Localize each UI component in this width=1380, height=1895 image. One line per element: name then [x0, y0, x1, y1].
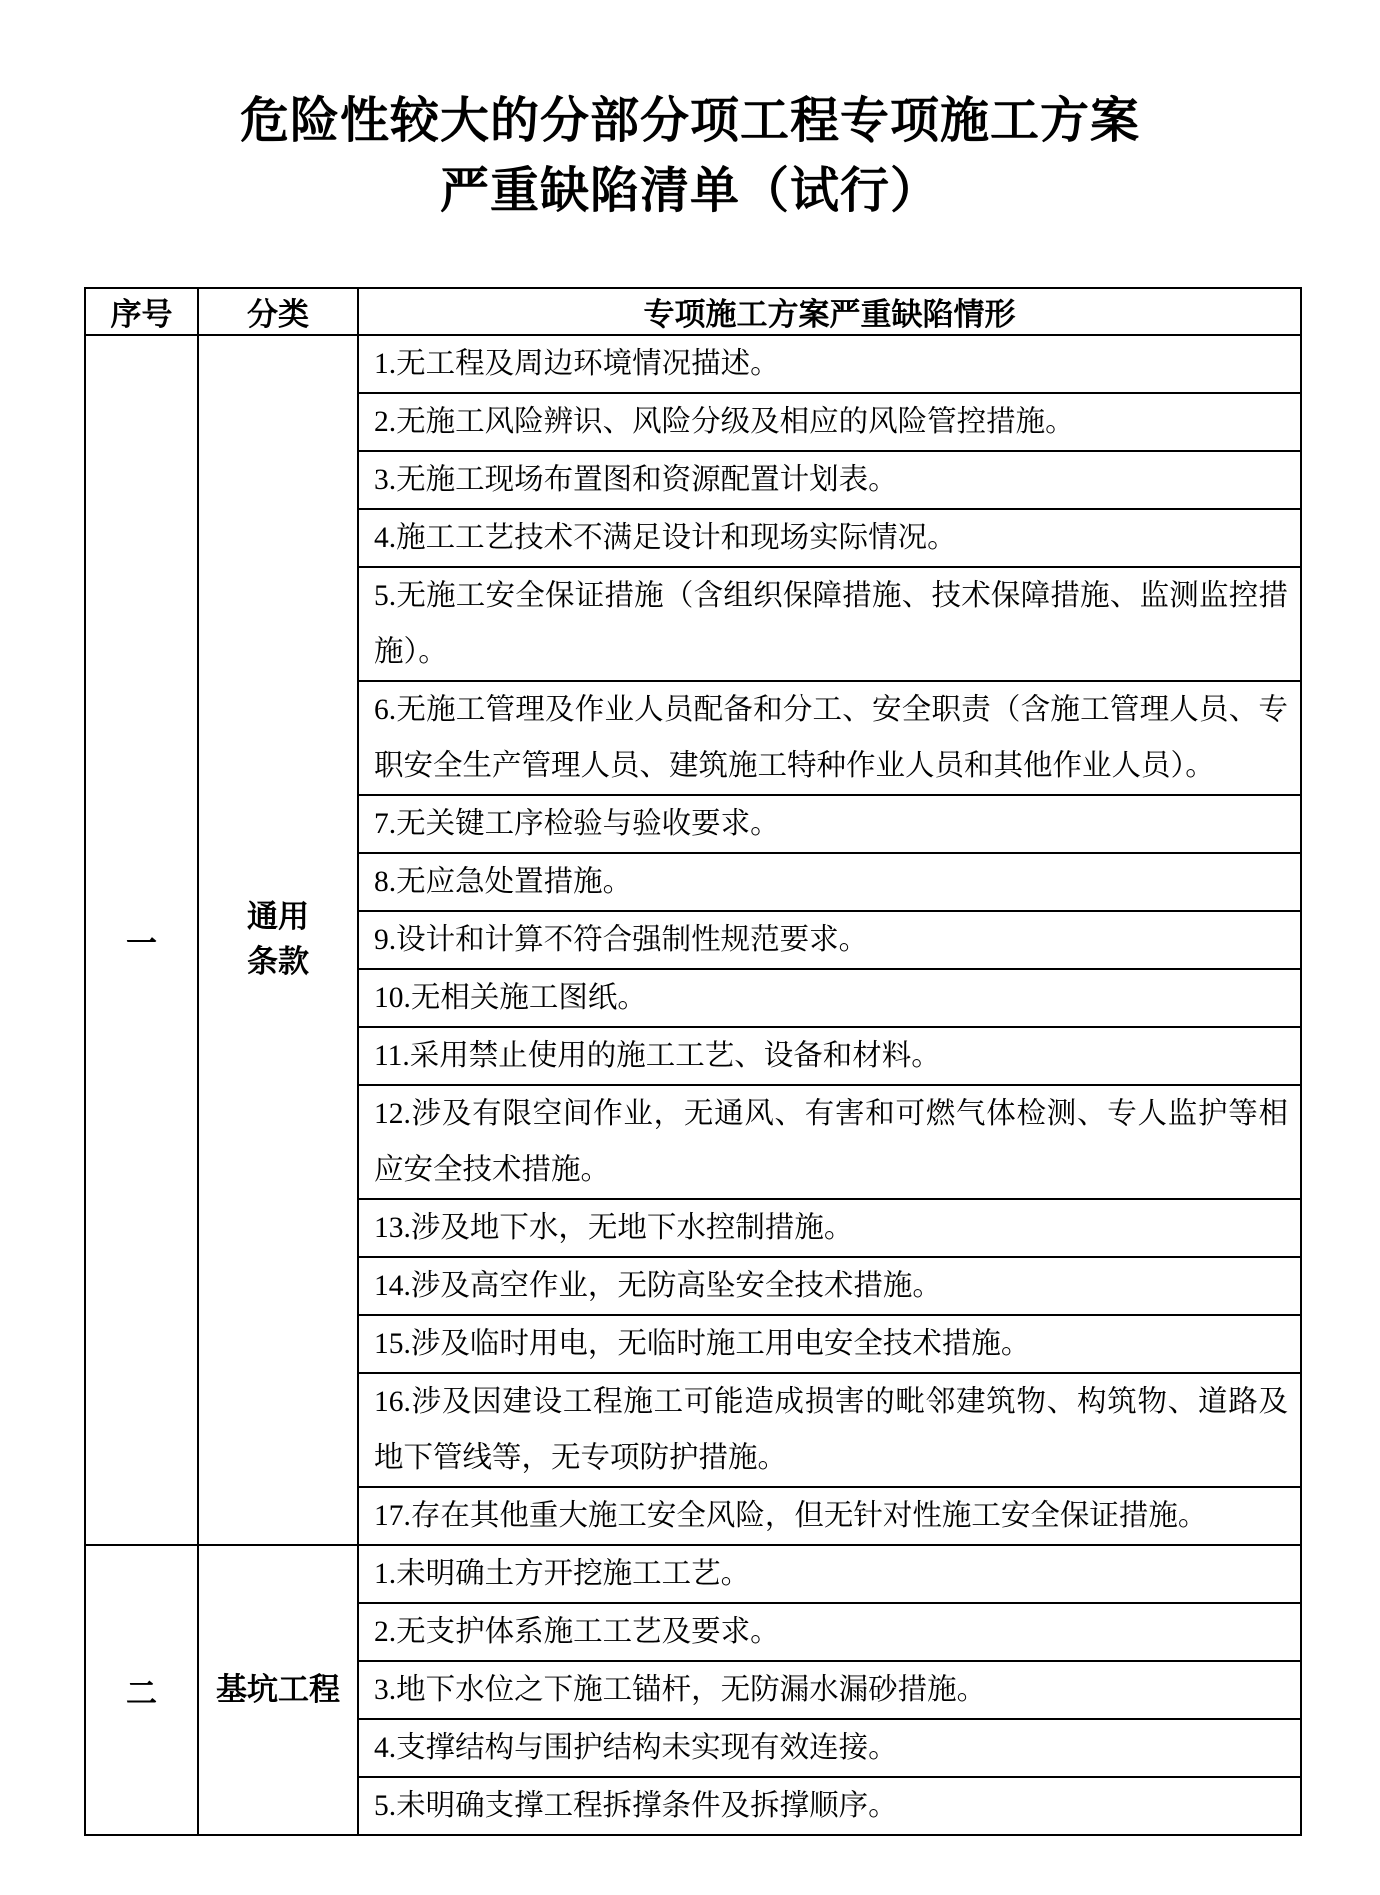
defect-item: 17.存在其他重大施工安全风险，但无针对性施工安全保证措施。 [358, 1487, 1301, 1545]
defect-item: 15.涉及临时用电，无临时施工用电安全技术措施。 [358, 1315, 1301, 1373]
category-line: 基坑工程 [216, 1671, 340, 1707]
defect-item: 11.采用禁止使用的施工工艺、设备和材料。 [358, 1027, 1301, 1085]
defect-item: 2.无支护体系施工工艺及要求。 [358, 1603, 1301, 1661]
defect-item: 5.无施工安全保证措施（含组织保障措施、技术保障措施、监测监控措施）。 [358, 567, 1301, 681]
defect-item: 1.未明确土方开挖施工工艺。 [358, 1545, 1301, 1603]
table-row [85, 1545, 1301, 1603]
table-header-row [85, 288, 1301, 335]
defect-item: 5.未明确支撑工程拆撑条件及拆撑顺序。 [358, 1777, 1301, 1835]
header-defect-situation: 专项施工方案严重缺陷情形 [358, 288, 1301, 335]
section-2-category [198, 1545, 358, 1835]
defect-item: 12.涉及有限空间作业，无通风、有害和可燃气体检测、专人监护等相应安全技术措施。 [358, 1085, 1301, 1199]
defect-item: 2.无施工风险辨识、风险分级及相应的风险管控措施。 [358, 393, 1301, 451]
title-line-1: 危险性较大的分部分项工程专项施工方案 [239, 93, 1140, 148]
header-serial-number: 序号 [85, 288, 198, 335]
defect-item: 14.涉及高空作业，无防高坠安全技术措施。 [358, 1257, 1301, 1315]
header-category: 分类 [198, 288, 358, 335]
defect-item: 10.无相关施工图纸。 [358, 969, 1301, 1027]
document-title [0, 0, 1380, 225]
defect-list-table [84, 287, 1302, 1836]
defect-item: 7.无关键工序检验与验收要求。 [358, 795, 1301, 853]
category-line: 条款 [247, 944, 309, 980]
defect-item: 4.支撑结构与围护结构未实现有效连接。 [358, 1719, 1301, 1777]
table-row [85, 335, 1301, 393]
defect-item: 3.无施工现场布置图和资源配置计划表。 [358, 451, 1301, 509]
title-line-2: 严重缺陷清单（试行） [439, 162, 940, 218]
defect-item: 4.施工工艺技术不满足设计和现场实际情况。 [358, 509, 1301, 567]
defect-item: 6.无施工管理及作业人员配备和分工、安全职责（含施工管理人员、专职安全生产管理人员、建筑施工特种作业人员和其他作业人员）。 [358, 681, 1301, 795]
defect-item: 1.无工程及周边环境情况描述。 [358, 335, 1301, 393]
section-1-category [198, 335, 358, 1545]
defect-item: 16.涉及因建设工程施工可能造成损害的毗邻建筑物、构筑物、道路及地下管线等，无专项防护措施。 [358, 1373, 1301, 1487]
defect-item: 8.无应急处置措施。 [358, 853, 1301, 911]
section-1-index: 一 [85, 335, 198, 1545]
category-line: 通用 [247, 899, 309, 935]
defect-item: 9.设计和计算不符合强制性规范要求。 [358, 911, 1301, 969]
defect-item: 3.地下水位之下施工锚杆，无防漏水漏砂措施。 [358, 1661, 1301, 1719]
section-2-index: 二 [85, 1545, 198, 1835]
defect-item: 13.涉及地下水，无地下水控制措施。 [358, 1199, 1301, 1257]
